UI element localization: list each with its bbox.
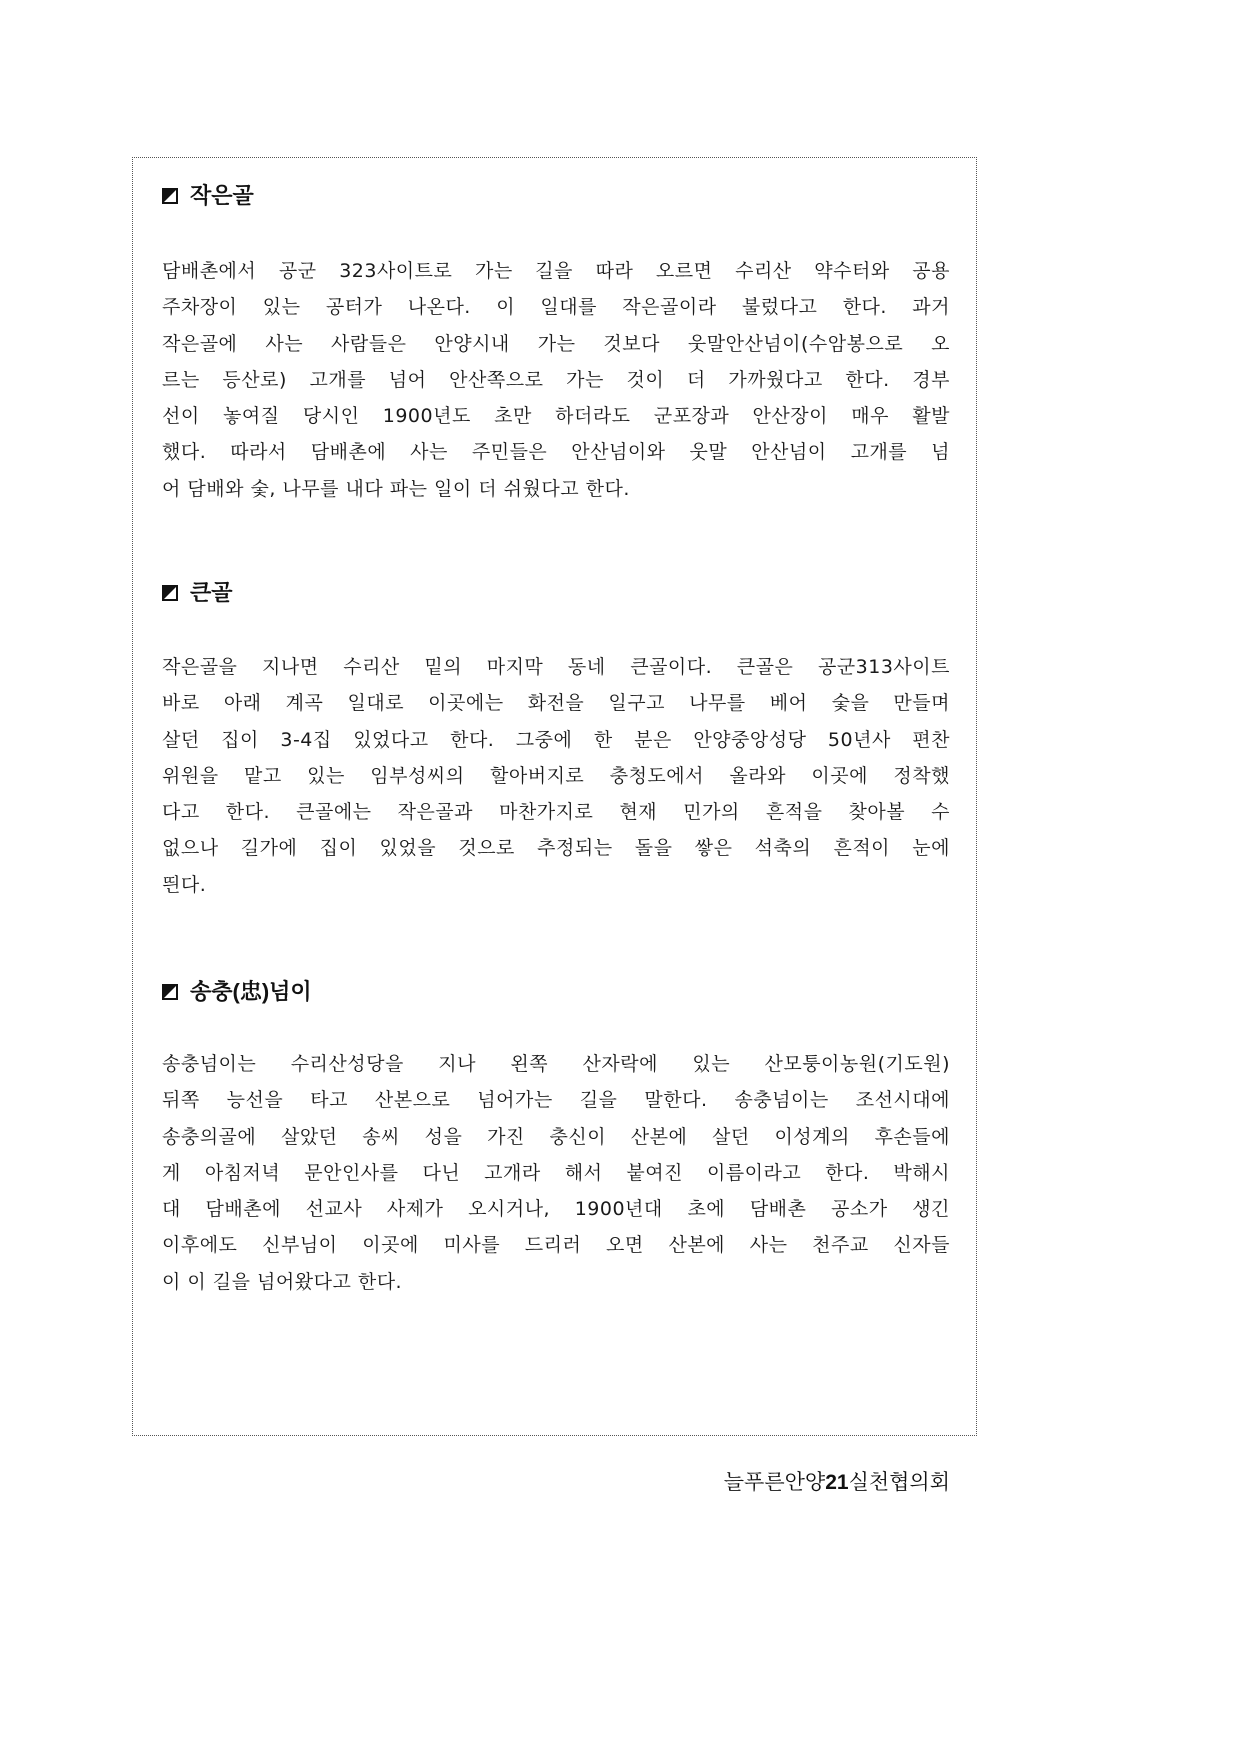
text-line: 했다. 따라서 담배촌에 사는 주민들은 안산넘이와 웃말 안산넘이 고개를 넘 [162,441,950,464]
footer-number: 21 [825,1471,849,1494]
text-line: 송충넘이는 수리산성당을 지나 왼쪽 산자락에 있는 산모퉁이농원(기도원) [162,1053,950,1075]
half-filled-square-icon [162,188,178,204]
section-body [162,1046,950,1300]
text-line: 르는 등산로) 고개를 넘어 안산쪽으로 가는 것이 더 가까웠다고 한다. 경부 [162,368,950,391]
text-line: 이 이 길을 넘어왔다고 한다. [162,1270,403,1293]
text-line: 바로 아래 계곡 일대로 이곳에는 화전을 일구고 나무를 베어 숯을 만들며 [162,692,950,715]
text-line: 작은골을 지나면 수리산 밑의 마지막 동네 큰골이다. 큰골은 공군313사이트 [162,656,950,678]
section-heading-keungol [162,578,233,608]
footer-prefix: 늘푸른안양 [723,1470,826,1494]
text-line: 게 아침저녁 문안인사를 다닌 고개라 해서 붙여진 이름이라고 한다. 박해시 [162,1161,950,1184]
section-title: 송충(忠)넘이 [190,979,312,1004]
text-line: 작은골에 사는 사람들은 안양시내 가는 것보다 웃말안산넘이(수암봉으로 오 [162,332,950,355]
text-line: 대 담배촌에 선교사 사제가 오시거나, 1900년대 초에 담배촌 공소가 생긴 [162,1198,950,1221]
section-heading-jageungol [162,181,254,211]
text-line: 선이 놓여질 당시인 1900년도 초만 하더라도 군포장과 안산장이 매우 활발 [162,405,950,428]
text-line: 없으나 길가에 집이 있었을 것으로 추정되는 돌을 쌓은 석축의 흔적이 눈에 [162,837,950,860]
section-body [162,253,950,507]
section-title: 작은골 [190,183,254,208]
text-line: 뒤쪽 능선을 타고 산본으로 넘어가는 길을 말한다. 송충넘이는 조선시대에 [162,1089,950,1112]
half-filled-square-icon [162,984,178,1000]
text-line: 다고 한다. 큰골에는 작은골과 마찬가지로 현재 민가의 흔적을 찾아볼 수 [162,801,950,824]
section-heading-songchungneomi [162,977,312,1007]
half-filled-square-icon [162,585,178,601]
text-line: 어 담배와 숯, 나무를 내다 파는 일이 더 쉬웠다고 한다. [162,477,630,500]
text-line: 송충의골에 살았던 송씨 성을 가진 충신이 산본에 살던 이성계의 후손들에 [162,1125,950,1148]
text-line: 주차장이 있는 공터가 나온다. 이 일대를 작은골이라 불렀다고 한다. 과거 [162,296,950,319]
text-line: 이후에도 신부님이 이곳에 미사를 드리러 오면 산본에 사는 천주교 신자들 [162,1234,950,1257]
text-line: 위원을 맡고 있는 임부성씨의 할아버지로 충청도에서 올라와 이곳에 정착했 [162,764,950,787]
text-line: 띈다. [162,873,207,896]
footer-organization [724,1468,950,1497]
footer-suffix: 실천협의회 [848,1470,950,1494]
section-title: 큰골 [190,580,233,605]
section-body [162,649,950,903]
text-line: 담배촌에서 공군 323사이트로 가는 길을 따라 오르면 수리산 약수터와 공용 [162,260,950,282]
text-line: 살던 집이 3-4집 있었다고 한다. 그중에 한 분은 안양중앙성당 50년사 편찬 [162,728,950,751]
